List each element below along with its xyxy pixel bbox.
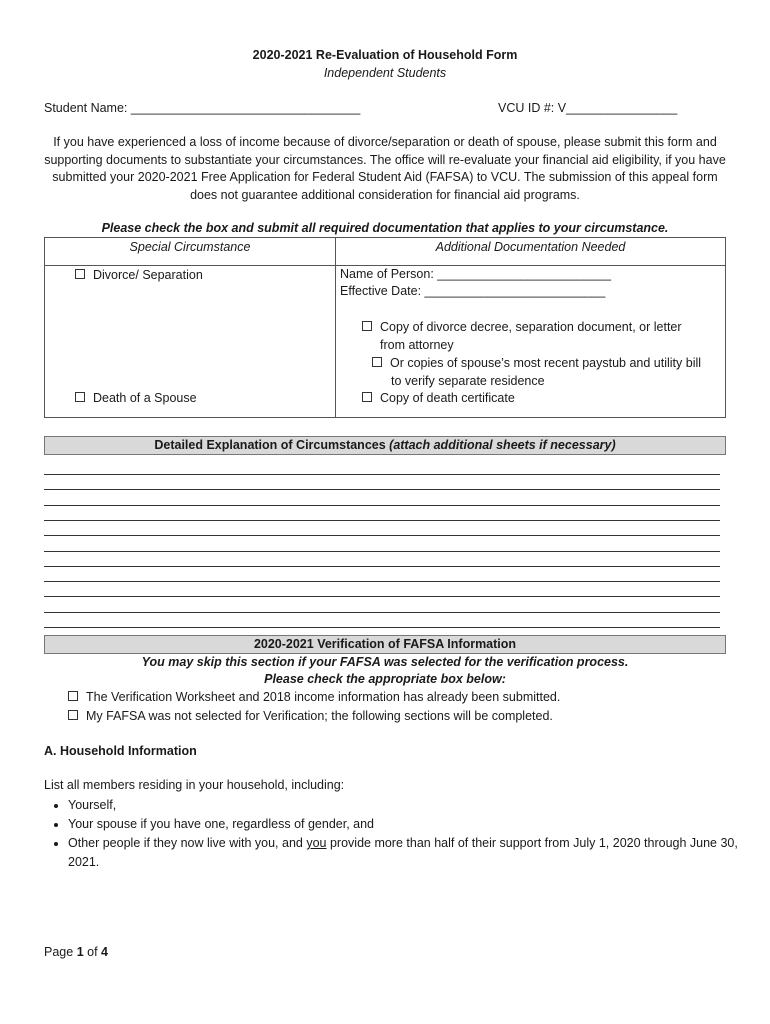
col-header-special xyxy=(45,238,336,266)
page-total: 4 xyxy=(101,945,108,959)
paystub-label-cont: to verify separate residence xyxy=(391,374,545,388)
verification-not-selected-label: My FAFSA was not selected for Verification; the following sections will be completed. xyxy=(86,709,553,723)
page-of: of xyxy=(87,945,98,959)
explanation-title: Detailed Explanation of Circumstances xyxy=(154,438,386,452)
verification-header: 2020-2021 Verification of FAFSA Information xyxy=(44,635,726,654)
divorce-label: Divorce/ Separation xyxy=(93,268,203,282)
verification-submitted-checkbox[interactable] xyxy=(68,691,78,701)
death-checkbox[interactable] xyxy=(75,392,85,402)
household-heading: A. Household Information xyxy=(44,744,197,758)
household-intro: List all members residing in your household, including: xyxy=(44,778,345,792)
explanation-line[interactable] xyxy=(44,474,720,475)
explanation-line[interactable] xyxy=(44,596,720,597)
explanation-line[interactable] xyxy=(44,489,720,490)
death-certificate-option[interactable] xyxy=(362,391,515,405)
explanation-header xyxy=(44,436,726,455)
explanation-line[interactable] xyxy=(44,520,720,521)
instructions-text: Please check the box and submit all required documentation that applies to your circumstance. xyxy=(101,221,669,235)
verification-submitted-label: The Verification Worksheet and 2018 income information has already been submitted. xyxy=(86,690,561,704)
verification-not-selected-checkbox[interactable] xyxy=(68,710,78,720)
explanation-line[interactable] xyxy=(44,612,720,613)
col-header-documentation xyxy=(336,238,726,266)
col-header-special-label: Special Circumstance xyxy=(129,240,251,254)
student-name-field[interactable]: Student Name: _________________________________ xyxy=(44,101,361,115)
effective-date-field[interactable]: Effective Date: __________________________ xyxy=(340,284,606,298)
list-item xyxy=(68,834,738,872)
explanation-line[interactable] xyxy=(44,627,720,628)
page-number xyxy=(44,945,108,959)
divorce-option[interactable] xyxy=(75,268,203,282)
explanation-note: (attach additional sheets if necessary) xyxy=(389,438,616,452)
paystub-label: Or copies of spouse’s most recent paystub and utility bill xyxy=(390,356,702,370)
explanation-line[interactable] xyxy=(44,581,720,582)
paystub-checkbox[interactable] xyxy=(372,357,382,367)
verification-option-not-selected[interactable] xyxy=(68,709,553,723)
vcu-id-field[interactable]: VCU ID #: V________________ xyxy=(498,101,678,115)
explanation-line[interactable] xyxy=(44,535,720,536)
list-item-text: provide more than half of their support from July 1, 2020 through June 30, 2021. xyxy=(68,836,738,869)
form-subtitle: Independent Students xyxy=(323,66,447,80)
death-label: Death of a Spouse xyxy=(93,391,197,405)
paystub-option[interactable] xyxy=(372,356,701,370)
death-option[interactable] xyxy=(75,391,197,405)
name-of-person-field[interactable]: Name of Person: _________________________ xyxy=(340,267,612,281)
divorce-decree-label: Copy of divorce decree, separation document, or letter xyxy=(380,320,682,334)
divorce-checkbox[interactable] xyxy=(75,269,85,279)
death-certificate-checkbox[interactable] xyxy=(362,392,372,402)
verification-option-submitted[interactable] xyxy=(68,690,560,704)
list-item-text: Other people if they now live with you, and xyxy=(68,836,307,850)
circumstance-table xyxy=(44,237,726,418)
explanation-line[interactable] xyxy=(44,566,720,567)
special-circumstance-cell xyxy=(45,266,336,418)
explanation-line[interactable] xyxy=(44,505,720,506)
explanation-line[interactable] xyxy=(44,551,720,552)
divorce-decree-option[interactable] xyxy=(362,320,682,334)
page-word: Page xyxy=(44,945,74,959)
form-title: 2020-2021 Re-Evaluation of Household Form xyxy=(252,48,518,62)
verification-check-note: Please check the appropriate box below: xyxy=(264,672,506,686)
list-item: • Yourself, xyxy=(68,796,738,815)
household-member-list xyxy=(44,796,738,872)
documentation-cell xyxy=(336,266,726,418)
divorce-decree-label-cont: from attorney xyxy=(380,338,454,352)
intro-paragraph: If you have experienced a loss of income because of divorce/separation or death of spouse, please submit this form and supporting documents to substantiate your circumstances. The office will re-evaluate your financial aid eligibility, if you have submitted your 2020-2021 Free Application for Federal Student Aid (FAFSA) to VCU. The submission of this appeal form does not guarantee additional consideration for financial aid programs. xyxy=(44,135,726,202)
col-header-documentation-label: Additional Documentation Needed xyxy=(435,240,626,254)
list-item: • Your spouse if you have one, regardless of gender, and xyxy=(68,815,738,834)
list-item-emphasis: you xyxy=(306,836,327,850)
death-certificate-label: Copy of death certificate xyxy=(380,391,515,405)
divorce-decree-checkbox[interactable] xyxy=(362,321,372,331)
verification-skip-note: You may skip this section if your FAFSA was selected for the verification process. xyxy=(141,655,629,669)
page-current: 1 xyxy=(76,945,84,959)
